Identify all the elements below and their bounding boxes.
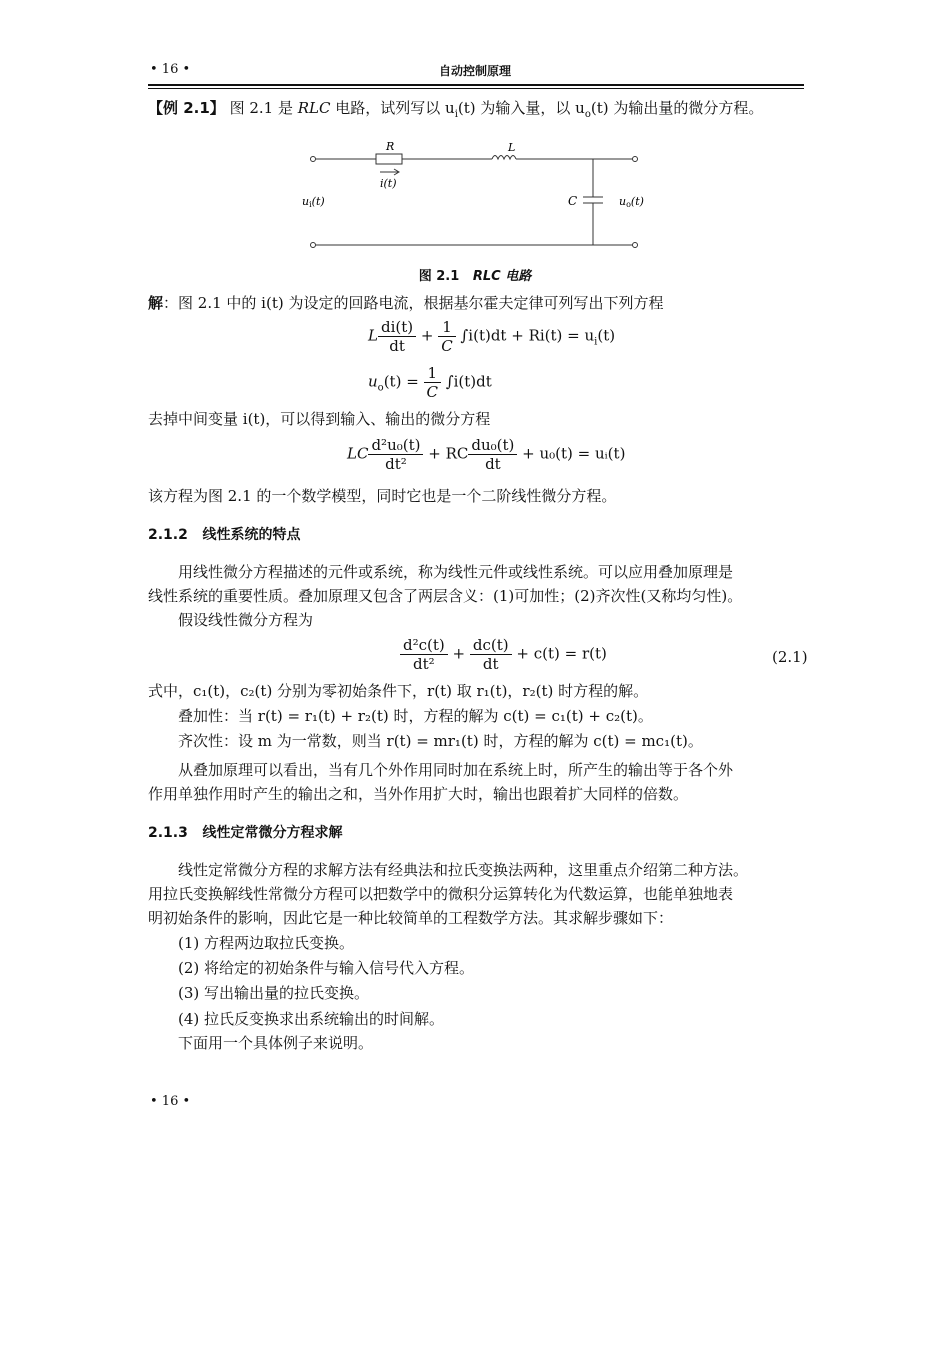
figure-caption-title: RLC 电路 (472, 269, 532, 284)
section-212-number: 2.1.2 (148, 527, 188, 543)
eq2-fraction (424, 364, 441, 401)
example-text-c: (t) 为输入量，以 u (457, 99, 585, 117)
eq2-one: 1 (424, 364, 441, 383)
equation-differential (347, 436, 625, 473)
eq21-fraction-1 (400, 636, 448, 673)
eq21-fraction-2 (470, 636, 512, 673)
example-text-d: (t) 为输出量的微分方程。 (590, 99, 764, 117)
figure-caption (0, 265, 950, 284)
step-item-3: (3) 写出输出量的拉氏变换。 (178, 984, 370, 1002)
eq21-den2: dt (482, 655, 499, 673)
step-item-1: (1) 方程两边取拉氏变换。 (178, 934, 355, 952)
eq1-fraction-2 (438, 318, 455, 355)
eq3-den2: dt (485, 455, 501, 473)
solution-text-1: ：图 2.1 中的 i(t) 为设定的回路电流，根据基尔霍夫定律可列写出下列方程 (163, 294, 664, 312)
eq3-num2: du₀(t) (468, 436, 517, 455)
eq21-num1: d²c(t) (400, 636, 448, 655)
eq2-sub: o (377, 382, 384, 394)
section-212-title: 线性系统的特点 (202, 527, 301, 543)
step-item-4: (4) 拉氏反变换求出系统输出的时间解。 (178, 1010, 445, 1028)
eq21-plus: + (447, 644, 470, 663)
section-heading-212 (148, 524, 301, 544)
eq2-lhs: u (368, 372, 378, 391)
footer-page-number: • 16 • (150, 1094, 191, 1109)
section-212-p2: 线性系统的重要性质。叠加原理又包含了两层含义：(1)可加性；(2)齐次性(又称均匀性)。 (148, 587, 743, 605)
label-output-voltage: uo(t) (619, 195, 644, 209)
solution-line-1 (148, 292, 804, 314)
equation-kvl-2 (368, 364, 492, 401)
figure-caption-label: 图 2.1 (418, 269, 460, 284)
equation-2-1 (400, 636, 607, 673)
solution-line-2: 去掉中间变量 i(t)，可以得到输入、输出的微分方程 (148, 410, 491, 428)
section-212-p7: 从叠加原理可以看出，当有几个外作用同时加在系统上时，所产生的输出等于各个外 (178, 761, 734, 779)
label-C: C (568, 194, 578, 208)
section-212-p6: 齐次性：设 m 为一常数，则当 r(t) = mr₁(t) 时，方程的解为 c(t) = mc₁(t)。 (178, 732, 703, 750)
section-213-p1: 线性定常微分方程的求解方法有经典法和拉氏变换法两种，这里重点介绍第二种方法。 (178, 861, 749, 879)
eq1-C: C (441, 337, 453, 355)
label-current: i(t) (380, 177, 397, 190)
solution-lead: 解 (148, 294, 164, 312)
eq2-C: C (426, 383, 439, 401)
eq1-L: L (368, 326, 378, 345)
eq3-rest: + u₀(t) = uᵢ(t) (517, 444, 626, 463)
eq1-one: 1 (438, 318, 455, 337)
eq1-sub: i (594, 336, 598, 348)
section-heading-213 (148, 822, 343, 842)
eq3-num1: d²u₀(t) (368, 436, 423, 455)
section-212-p4: 式中，c₁(t)，c₂(t) 分别为零初始条件下，r(t) 取 r₁(t)，r₂(t) 时方程的解。 (148, 682, 649, 700)
eq3-plus1: + RC (423, 444, 469, 463)
eq3-fraction-1 (368, 436, 423, 473)
equation-number-2-1: (2.1) (772, 648, 808, 666)
eq2-mid: (t) = (383, 372, 424, 391)
example-text-rlc: RLC (297, 99, 331, 117)
label-L: L (508, 141, 516, 154)
eq1-plus: + (416, 326, 439, 345)
eq3-den1: dt² (385, 455, 407, 473)
eq1-fraction (378, 318, 416, 355)
eq3-LC: LC (347, 444, 369, 463)
eq1-num: di(t) (378, 318, 416, 337)
header-book-title: 自动控制原理 (438, 64, 511, 78)
section-212-p1: 用线性微分方程描述的元件或系统，称为线性元件或线性系统。可以应用叠加原理是 (178, 563, 734, 581)
eq21-den1: dt² (413, 655, 435, 673)
eq21-rest: + c(t) = r(t) (511, 644, 607, 663)
solution-line-3: 该方程为图 2.1 的一个数学模型，同时它也是一个二阶线性微分方程。 (148, 487, 617, 505)
section-213-closing: 下面用一个具体例子来说明。 (178, 1034, 374, 1052)
section-212-p8: 作用单独作用时产生的输出之和，当外作用扩大时，输出也跟着扩大同样的倍数。 (148, 785, 689, 803)
section-212-p5: 叠加性：当 r(t) = r₁(t) + r₂(t) 时，方程的解为 c(t) = c₁(t) + c₂(t)。 (178, 707, 653, 725)
label-R: R (386, 140, 395, 153)
eq3-fraction-2 (468, 436, 517, 473)
equation-kvl-1 (368, 318, 615, 355)
eq2-rest: ∫i(t)dt (445, 372, 492, 391)
section-213-number: 2.1.3 (148, 825, 188, 841)
eq21-num2: dc(t) (470, 636, 512, 655)
example-text-a: 图 2.1 是 (229, 99, 298, 117)
example-text-b-sub: i (454, 109, 458, 120)
example-text-c-sub: o (584, 109, 591, 120)
example-tag: 【例 2.1】 (148, 99, 225, 117)
eq1-tail: (t) (597, 326, 616, 345)
header-page-number: • 16 • (150, 62, 191, 77)
step-item-2: (2) 将给定的初始条件与输入信号代入方程。 (178, 959, 475, 977)
section-213-title: 线性定常微分方程求解 (202, 825, 343, 841)
eq1-den: dt (389, 337, 405, 355)
eq1-rest: ∫i(t)dt + Ri(t) = u (460, 326, 595, 345)
section-212-p3: 假设线性微分方程为 (178, 611, 314, 629)
section-213-p3: 明初始条件的影响，因此它是一种比较简单的工程数学方法。其求解步骤如下： (148, 909, 674, 927)
rlc-circuit-diagram (0, 0, 950, 260)
section-213-p2: 用拉氏变换解线性常微分方程可以把数学中的微积分运算转化为代数运算，也能单独地表 (148, 885, 734, 903)
label-input-voltage: ui(t) (302, 195, 325, 209)
example-text-b: 电路，试列写以 u (330, 99, 455, 117)
